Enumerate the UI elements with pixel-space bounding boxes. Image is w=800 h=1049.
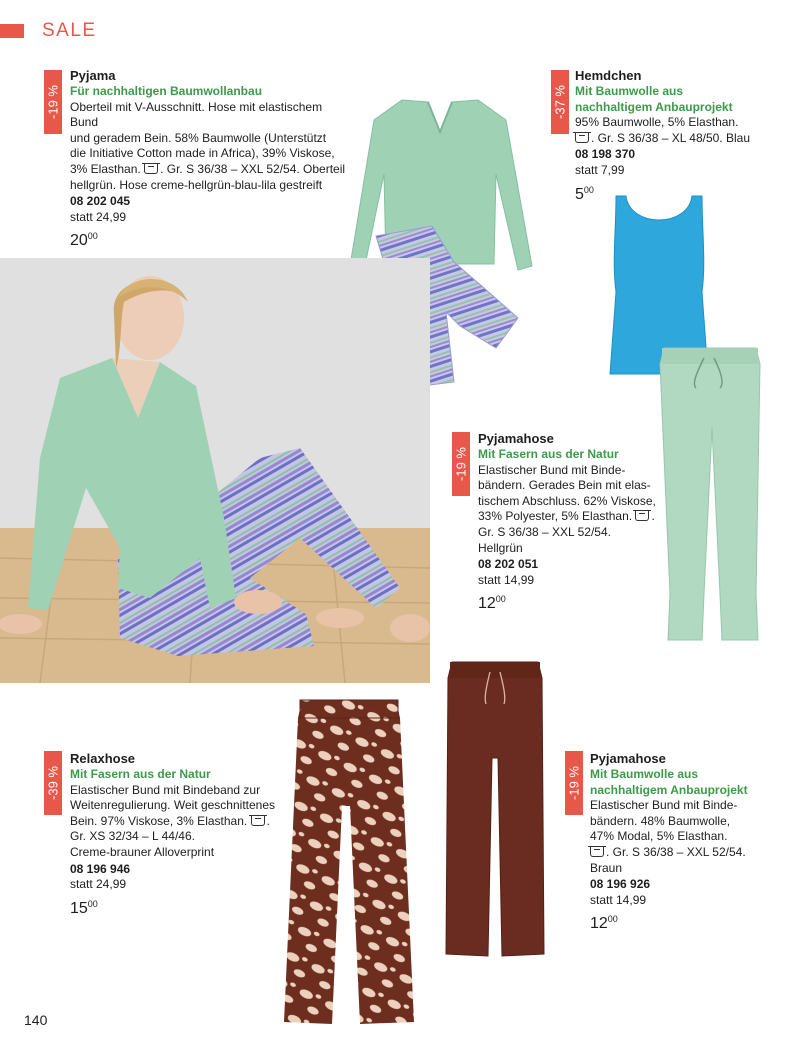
sale-accent-bar (0, 24, 24, 38)
product-pyjamahose-braun (590, 751, 790, 932)
old-price: statt 7,99 (575, 162, 625, 177)
green-pants-image (656, 344, 766, 644)
old-price: statt 24,99 (70, 209, 127, 224)
wash-icon (635, 510, 649, 521)
section-title: SALE (42, 20, 97, 41)
product-relaxhose (70, 751, 290, 916)
discount-badge: -19 % (452, 432, 470, 496)
product-pyjama (70, 68, 350, 249)
product-name: Hemdchen (575, 68, 642, 83)
old-price: statt 24,99 (70, 877, 127, 892)
model-photo (0, 258, 430, 683)
product-description: Elastischer Bund mit Binde- bändern. 48% Baumwolle, 47% Modal, 5% Elasthan. . Gr. S 36/38 – XXL 52/54. Braun (590, 798, 746, 875)
price: $20^{00}$ (70, 231, 98, 250)
brown-pants-image (444, 658, 546, 960)
wash-icon (575, 132, 589, 143)
product-name: Pyjama (70, 68, 116, 83)
product-subtitle: Mit Baumwolle aus nachhaltigem Anbauprojekt (590, 767, 748, 797)
discount-badge: -19 % (565, 751, 583, 815)
product-name: Relaxhose (70, 751, 136, 766)
product-description: Elastischer Bund mit Bindeband zur Weitenregulierung. Weit geschnittenes Bein. 97% Viskose, 3% Elasthan. . Gr. XS 32/34 – L 44/46. Creme-brauner Alloverprint (70, 782, 276, 859)
product-subtitle: Mit Fasern aus der Natur (70, 767, 211, 781)
product-hemdchen (575, 68, 785, 202)
article-number: 08 202 045 (70, 194, 131, 209)
old-price: statt 14,99 (478, 572, 535, 587)
price: $15^{00}$ (70, 898, 98, 917)
article-number: 08 198 370 (575, 147, 636, 162)
product-description: Elastischer Bund mit Binde- bändern. Gerades Bein mit elas- tischem Abschluss. 62% Viskose, 33% Polyester, 5% Elasthan. . Gr. S 36/38 – XXL 52/54. Hellgrün (478, 462, 656, 555)
page-number: 140 (24, 1012, 48, 1028)
product-description: Oberteil mit V-Ausschnitt. Hose mit elastischem Bund und geradem Bein. 58% Baumwolle (Unterstützt die Initiative Cotton made in Africa), 39% Viskose, 3% Elasthan. . Gr. S 36/38 – XXL 52/54. Oberteil hellgrün. Hose creme-hellgrün-blau-lila gestreift (70, 99, 346, 192)
price: $12^{00}$ (478, 594, 506, 613)
product-subtitle: Mit Fasern aus der Natur (478, 447, 619, 461)
product-subtitle: Mit Baumwolle aus nachhaltigem Anbauprojekt (575, 84, 733, 114)
product-pyjamahose-gruen (478, 431, 668, 612)
article-number: 08 196 946 (70, 861, 131, 876)
product-name: Pyjamahose (478, 431, 554, 446)
wash-icon (144, 163, 158, 174)
article-number: 08 196 926 (590, 877, 651, 892)
product-description: 95% Baumwolle, 5% Elasthan. . Gr. S 36/38 – XL 48/50. Blau (575, 115, 750, 145)
product-name: Pyjamahose (590, 751, 666, 766)
price: $5^{00}$ (575, 184, 594, 203)
price: $12^{00}$ (590, 914, 618, 933)
discount-badge: -37 % (551, 70, 569, 134)
discount-badge: -39 % (44, 751, 62, 815)
printed-pants-image (282, 696, 416, 1028)
wash-icon (590, 846, 604, 857)
article-number: 08 202 051 (478, 557, 539, 572)
wash-icon (251, 815, 265, 826)
discount-badge: -19 % (44, 70, 62, 134)
product-subtitle: Für nachhaltigen Baumwollanbau (70, 84, 263, 98)
old-price: statt 14,99 (590, 892, 647, 907)
